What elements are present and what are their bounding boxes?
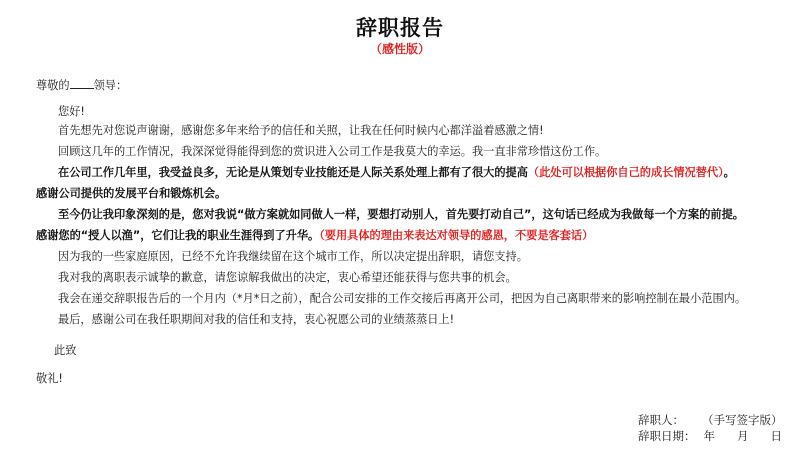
salutation-line bbox=[36, 78, 127, 93]
paragraph-growth-line2: 感谢公司提供的发展平台和锻炼机会。 bbox=[36, 187, 227, 200]
signature-date-line bbox=[638, 429, 782, 443]
paragraph-impression-line2 bbox=[36, 229, 593, 243]
paragraph-reason: 因为我的一些家庭原因，已经不允许我继续留在这个城市工作，所以决定提出辞职，请您支持。 bbox=[58, 250, 528, 263]
paragraph-review: 回顾这几年的工作情况，我深深觉得能得到您的赏识进入公司工作是我莫大的幸运。我一直非常珍惜这份工作。 bbox=[58, 145, 607, 158]
signature-month: 月 bbox=[737, 429, 749, 443]
document-subtitle: （感性版） bbox=[369, 42, 430, 56]
signature-name-note: （手写签字版） bbox=[702, 413, 783, 427]
paragraph-impression-line1: 至今仍让我印象深刻的是，您对我说“做方案就如同做人一样，要想打动别人，首先要打动自己”，这句话已经成为我做每一个方案的前提。 bbox=[58, 208, 744, 221]
paragraph-apology: 我对我的离职表示诚挚的歉意，请您谅解我做出的决定，衷心希望还能获得与您共事的机会。 bbox=[58, 271, 517, 284]
greeting: 您好! bbox=[58, 105, 85, 118]
signature-name-label: 辞职人： bbox=[638, 413, 684, 427]
impression-text: 感谢您的“授人以渔”，它们让我的职业生涯得到了升华。 bbox=[36, 229, 320, 242]
paragraph-thanks: 首先想先对您说声谢谢，感谢您多年来给予的信任和关照，让我在任何时候内心都洋溢着感激之情! bbox=[58, 124, 544, 137]
growth-end: 。 bbox=[723, 166, 735, 179]
signature-year: 年 bbox=[703, 429, 715, 443]
paragraph-handover: 我会在递交辞职报告后的一个月内（*月*日之前），配合公司安排的工作交接后再离开公司，把因为自己离职带来的影响控制在最小范围内。 bbox=[58, 292, 747, 305]
growth-text: 在公司工作几年里，我受益良多，无论是从策划专业技能还是人际关系处理上都有了很大的提高 bbox=[58, 166, 528, 179]
paragraph-wishes: 最后，感谢公司在我任职期间对我的信任和支持，衷心祝愿公司的业绩蒸蒸日上! bbox=[58, 313, 455, 326]
name-blank bbox=[70, 78, 94, 89]
closing-jingli: 敬礼! bbox=[36, 372, 63, 385]
closing-cizhi: 此致 bbox=[54, 344, 77, 357]
signature-day: 日 bbox=[770, 429, 782, 443]
document-title: 辞职报告 bbox=[356, 16, 444, 40]
signature-date-label: 辞职日期： bbox=[638, 429, 696, 443]
impression-note: （要用具体的理由来表达对领导的感恩，不要是客套话） bbox=[319, 229, 594, 242]
growth-note: （此处可以根据你自己的成长情况替代） bbox=[527, 166, 724, 179]
salutation-suffix: 领导： bbox=[93, 79, 128, 92]
signature-name-line bbox=[638, 413, 783, 427]
salutation-prefix: 尊敬的 bbox=[36, 79, 70, 92]
paragraph-growth-line1 bbox=[58, 166, 735, 180]
